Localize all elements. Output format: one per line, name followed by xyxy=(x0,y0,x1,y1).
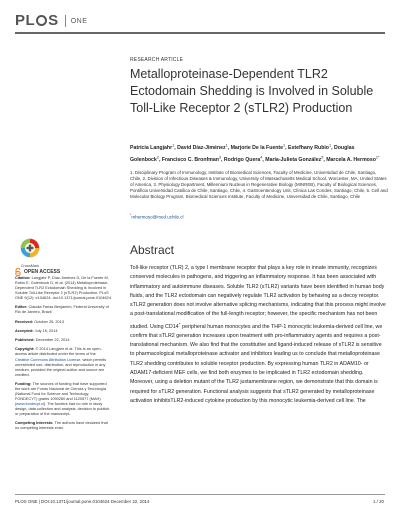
author-list xyxy=(130,141,385,165)
author: Francisco C. Bronfman$^3$, xyxy=(161,155,224,163)
footer-rule xyxy=(15,494,385,495)
author: Marjorie De la Fuente$^1$, xyxy=(230,143,289,151)
editor-text: Claudia Farias Benjamim, Federal University of Rio de Janeiro, Brazil xyxy=(15,305,109,315)
author: David Díaz-Jiménez$^1$, xyxy=(177,143,231,151)
page-number: 1 / 20 xyxy=(373,499,384,504)
article-metadata-sidebar xyxy=(15,276,111,436)
email-marker: * xyxy=(130,213,132,217)
author: María-Julieta González$^5$, xyxy=(265,155,327,163)
funding-text-end: ). The funders had no role in study design, data collection and analysis, decision to publish, or preparation of the manuscript. xyxy=(15,402,111,417)
author: Rodrigo Quera$^4$, xyxy=(223,155,266,163)
crossmark-label: CrossMark xyxy=(20,264,40,268)
funding-label: Funding: xyxy=(15,381,32,386)
author: Patricia Langjahr$^1$, xyxy=(130,143,178,151)
logo-o-ring xyxy=(36,15,47,26)
published-block xyxy=(15,338,111,343)
copyright-label: Copyright: xyxy=(15,347,35,352)
citation-block xyxy=(15,276,111,301)
competing-interests-text: The authors have declared that no competing interests exist. xyxy=(15,421,108,431)
article-title: Metalloproteinase-Dependent TLR2 Ectodomain Shedding is Involved in Soluble Toll-Like Receptor 2 (sTLR2) Production xyxy=(130,67,374,116)
accepted-date: July 15, 2014 xyxy=(34,328,58,333)
abstract-body: Toll-like receptor (TLR) 2, a type I membrane receptor that plays a key role in innate immunity, recognizes conserved molecules in pathogens, and triggering an inflammatory response. It has been associated with inflammatory and autoimmune diseases. Soluble TLR2 (sTLR2) variants have been identified in human body fluids, and the TLR2 ectodomain can negatively regulate TLR2 activation by behaving as a decoy receptor. sTLR2 generation does not involve alternative splicing mechanisms, indicating that this process might involve a post-translational modification of the full-length receptor; however, the specific mechanism has not been studied. Using CD14+ peripheral human monocytes and the THP-1 monocytic leukemia-derived cell line, we confirm that sTLR2 generation increases upon treatment with pro-inflammatory agents and requires a post-translational mechanism. We also find that the constitutive and ligand-induced release of sTLR2 is sensitive to pharmacological metalloproteinase activator and inhibitors leading us to conclude that metalloproteinase TLR2 shedding contributes to soluble receptor production. By expressing human TLR2 in ADAM10- or ADAM17-deficient MEF cells, we find both enzymes to be implicated in TLR2 ectodomain shedding. Moreover, using a deletion mutant of the TLR2 juxtamembrane region, we demonstrate that this domain is required for sTLR2 generation. Functional analysis suggests that sTLR2 generated by metalloproteinase activation inhibitsTLR2-induced cytokine production by this monocytic leukemia-derived cell line. The xyxy=(130,265,386,404)
accepted-label: Accepted: xyxy=(15,328,34,333)
received-label: Received: xyxy=(15,319,34,324)
published-label: Published: xyxy=(15,338,35,343)
logo-text-s: S xyxy=(48,12,59,29)
received-block xyxy=(15,320,111,325)
author: Estefhany Rubio$^1$, xyxy=(288,143,334,151)
accepted-block xyxy=(15,329,111,334)
header-rule xyxy=(15,32,385,34)
author: Marcela A. Hermoso$^{1*}$ xyxy=(326,155,380,163)
editor-block xyxy=(15,305,111,315)
crossmark-badge[interactable] xyxy=(15,238,45,268)
logo-text-pl: PL xyxy=(15,12,36,29)
published-date: December 22, 2014 xyxy=(35,338,70,343)
author: Douglas Golenbock$^2$, xyxy=(130,144,355,163)
funding-text: The sources of funding that have supported the work are Fondo Nacional de Ciencia y Tecnología (National Fund for Science and Technology, FONDECYT) grants 1090280 and 1120577 (MAH) ( xyxy=(15,381,107,407)
logo-one: ONE xyxy=(70,18,88,25)
competing-interests-block xyxy=(15,421,111,431)
open-access-label: OPEN ACCESS xyxy=(24,269,61,275)
open-lock-icon xyxy=(15,268,21,276)
copyright-block xyxy=(15,347,111,377)
corresponding-email[interactable] xyxy=(130,213,183,220)
abstract-heading: Abstract xyxy=(130,243,175,257)
crossmark-icon xyxy=(20,238,40,258)
competing-interests-label: Competing Interests: xyxy=(15,421,54,426)
received-date: October 25, 2013 xyxy=(34,319,64,324)
copyright-text-end: , which permits unrestricted use, distribution, and reproduction in any medium, provided the original author and source are credited. xyxy=(15,357,107,377)
citation-label: Citation: xyxy=(15,276,31,280)
copyright-text: © 2014 Langjahr et al. This is an open-access article distributed under the terms of the xyxy=(15,347,102,357)
affiliations: 1. Disciplinary Program of Immunology, Institute of Biomedical Sciences, Faculty of Medicine, Universidad de Chile, Santiago, Chile, 2. Division of Infectious Diseases & Immunology, University of Massachusetts Medical School, Worcester, MA, United States of America, 3. Physiology Department, Millennium Nucleus in Regenerative Biology (MINREB), Faculty of Biological Sciences, Pontificia Universidad Católica de Chile, Santiago, Chile, 4. Gastroenterology Unit, Clínica Las Condes, Santiago, Chile, 5. Cell and Molecular Biology Program, Biomedical Sciences Institute, Faculty of Medicine, Universidad de Chile, Santiago, Chile xyxy=(130,170,388,200)
email-link[interactable]: mhermoso@med.uchile.cl xyxy=(131,214,184,220)
citation-text: Langjahr P, Díaz-Jiménez D, De la Fuente M, Rubio E, Golenbock D, et al. (2014) Metalloproteinase-Dependent TLR2 Ectodomain Shedding is Involved in Soluble Toll-Like Receptor 2 (sTLR2) Production. PLoS ONE 9(12): e104624. doi:10.1371/journal.pone.0104624 xyxy=(15,276,111,301)
journal-header xyxy=(15,12,87,29)
plos-logo xyxy=(15,12,59,29)
editor-label: Editor: xyxy=(15,305,28,310)
license-link[interactable]: Creative Commons Attribution License xyxy=(15,357,81,362)
funding-block xyxy=(15,382,111,417)
footer-citation: PLOS ONE | DOI:10.1371/journal.pone.0104624 December 22, 2014 xyxy=(15,499,150,504)
article-type: RESEARCH ARTICLE xyxy=(130,57,184,63)
open-access-badge xyxy=(15,268,60,276)
logo-divider xyxy=(65,15,66,27)
funding-link[interactable]: www.fondecyt.cl xyxy=(16,402,44,407)
